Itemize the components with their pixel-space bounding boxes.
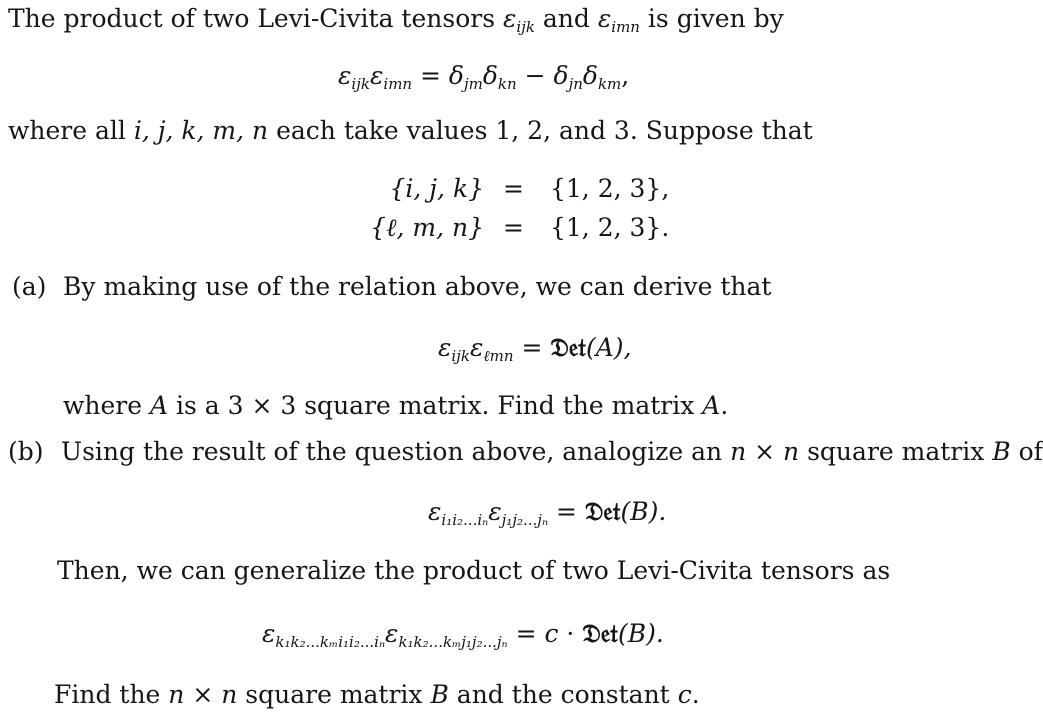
part-b-eq1-arg: (B).: [620, 497, 667, 526]
part-b-label-line: [8, 437, 44, 467]
part-b-eq1-epsilon-b: ε: [488, 497, 502, 526]
part-b-eq1-epsilon-b-sub: j₁j₂...jₙ: [501, 511, 549, 529]
part-b-find-mid: square matrix: [237, 680, 431, 709]
part-a-epsilon-a-sub: ijk: [451, 347, 470, 365]
identity-minus: −: [516, 61, 554, 90]
part-b-eq2-epsilon-b-sub: k₁k₂...kₘj₁j₂...jₙ: [398, 633, 508, 651]
intro-text-before: The product of two Levi-Civita tensors: [8, 4, 503, 33]
part-a-q-before: where: [63, 391, 150, 420]
part-a-line: [12, 272, 46, 302]
intro-line: [8, 4, 784, 34]
set-row-1: [0, 174, 1028, 204]
identity-delta-2: δ: [482, 61, 498, 90]
part-a-q-var: A: [150, 391, 169, 420]
part-a-q-end: .: [720, 391, 729, 420]
identity-epsilon-a: ε: [338, 61, 352, 90]
tensor-epsilon-2-sub: imn: [611, 18, 640, 36]
part-b-find-mid2: and the constant: [448, 680, 678, 709]
part-a-text: [63, 272, 771, 302]
part-b-eq2-epsilon-b: ε: [385, 619, 399, 648]
part-a-label: (a): [12, 272, 47, 301]
part-b-find-nxn: n × n: [168, 680, 238, 709]
part-a-equals: =: [513, 333, 551, 362]
part-b-nxn: n × n: [730, 437, 800, 466]
identity-epsilon-b: ε: [369, 61, 384, 90]
part-b-eq2-arg: (B).: [617, 619, 664, 648]
part-a-det: 𝔇𝔢𝔱: [550, 333, 586, 362]
part-b-eq1-epsilon-a: ε: [428, 497, 442, 526]
part-a-q-mid: is a 3 × 3 square matrix. Find the matrix: [168, 391, 703, 420]
part-a-epsilon-b-sub: ℓmn: [483, 347, 514, 365]
part-b-var-b: B: [992, 437, 1011, 466]
part-b-eq2-epsilon-a: ε: [262, 619, 276, 648]
set-row-2: [0, 213, 1028, 243]
identity-equation: [338, 61, 629, 91]
set-row-2-equals: =: [503, 213, 524, 242]
part-b-eq2-det: 𝔇𝔢𝔱: [582, 619, 618, 648]
part-b-find-before: Find the: [54, 680, 169, 709]
intro-text-after: is given by: [639, 4, 784, 33]
part-b-then-text: Then, we can generalize the product of two Levi-Civita tensors as: [57, 556, 891, 585]
identity-epsilon-b-sub: imn: [383, 75, 413, 93]
part-b-eq1-epsilon-a-sub: i₁i₂...iₙ: [441, 511, 489, 529]
identity-delta-3-sub: jn: [568, 75, 583, 93]
tensor-epsilon-1-sub: ijk: [516, 18, 535, 36]
part-b-eq2-equals: =: [507, 619, 545, 648]
identity-delta-4-sub: km: [597, 75, 622, 93]
part-b-text-after: of: [1010, 437, 1043, 466]
part-b-eq1-equals: =: [548, 497, 585, 526]
part-b-find-end: .: [691, 680, 700, 709]
set-row-1-rhs: {1, 2, 3},: [550, 174, 670, 203]
where-vars: i, j, k, m, n: [133, 116, 269, 145]
identity-equals: =: [412, 61, 449, 90]
part-b-text-before: Using the result of the question above, analogize an: [61, 437, 731, 466]
part-a-epsilon-a: ε: [438, 333, 452, 362]
part-a-epsilon-b: ε: [469, 333, 484, 362]
part-b-find-b: B: [430, 680, 449, 709]
part-b-text: [61, 437, 1043, 467]
identity-delta-4: δ: [582, 61, 598, 90]
where-text-after: each take values 1, 2, and 3. Suppose that: [268, 116, 813, 145]
set-row-1-equals: =: [503, 174, 524, 203]
part-a-intro: By making use of the relation above, we can derive that: [63, 272, 772, 301]
identity-delta-2-sub: kn: [497, 75, 517, 93]
where-text-before: where all: [8, 116, 134, 145]
part-b-find-c: c: [677, 680, 692, 709]
where-line: [8, 116, 813, 146]
part-b-equation-1: [428, 497, 666, 527]
part-a-q-var2: A: [702, 391, 721, 420]
identity-delta-1: δ: [448, 61, 464, 90]
part-b-label: (b): [8, 437, 44, 466]
part-b-find: [54, 680, 700, 710]
part-b-eq2-constant-c: c: [544, 619, 559, 648]
identity-epsilon-a-sub: ijk: [351, 75, 370, 93]
tensor-epsilon-1: ε: [502, 4, 517, 33]
set-row-1-lhs: {i, j, k}: [389, 174, 484, 203]
set-row-2-lhs: {ℓ, m, n}: [370, 213, 484, 242]
identity-delta-3: δ: [553, 61, 569, 90]
part-b-eq1-det: 𝔇𝔢𝔱: [584, 497, 621, 526]
part-a-question: [63, 391, 728, 421]
identity-comma: ,: [621, 61, 630, 90]
part-a-arg: (A),: [585, 333, 632, 362]
part-b-eq2-dot: ·: [558, 619, 583, 648]
intro-and: and: [534, 4, 598, 33]
set-row-2-rhs: {1, 2, 3}.: [550, 213, 670, 242]
part-b-equation-2: [262, 619, 664, 649]
identity-delta-1-sub: jm: [463, 75, 483, 93]
part-b-then: [57, 556, 890, 586]
part-b-eq2-epsilon-a-sub: k₁k₂...kₘi₁i₂...iₙ: [275, 633, 386, 651]
part-b-text-mid: square matrix: [799, 437, 993, 466]
part-a-equation: [438, 333, 632, 363]
tensor-epsilon-2: ε: [597, 4, 612, 33]
